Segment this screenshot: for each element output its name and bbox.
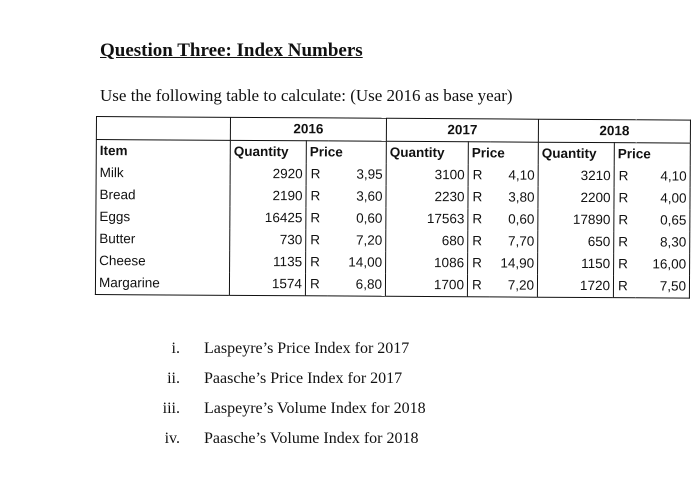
item-name: Cheese [96, 250, 230, 273]
quantity-2018: 3210 [538, 165, 614, 187]
quantity-2017: 2230 [386, 186, 468, 209]
currency-symbol: R [472, 167, 483, 183]
price-2016: 7,20 [328, 229, 386, 251]
quantity-header-2016: Quantity [230, 140, 306, 163]
quantity-2016: 1135 [230, 251, 306, 273]
item-name: Eggs [96, 206, 230, 229]
item-name: Milk [96, 162, 230, 185]
price-header-2018: Price [617, 146, 651, 162]
currency-symbol: R [618, 190, 629, 206]
currency-symbol: R [310, 210, 321, 226]
currency-symbol: R [472, 189, 483, 205]
currency-symbol: R [617, 278, 628, 294]
page-title: Question Three: Index Numbers [100, 40, 363, 61]
question-text: Paasche’s Price Index for 2017 [204, 370, 403, 387]
quantity-2017: 17563 [386, 208, 468, 231]
currency-symbol: R [618, 168, 629, 184]
price-header-2016: Price [306, 141, 386, 164]
question-number: iii. [162, 400, 180, 417]
quantity-2018: 1150 [538, 253, 614, 275]
question-text: Paasche’s Volume Index for 2018 [204, 430, 419, 447]
price-2017: 0,60 [490, 208, 538, 230]
currency-symbol: R [309, 276, 320, 292]
currency-symbol: R [310, 188, 321, 204]
year-header-2016: 2016 [230, 117, 386, 141]
quantity-2017: 1086 [386, 252, 468, 275]
currency-symbol: R [310, 166, 321, 182]
price-2017: 14,90 [490, 252, 538, 274]
price-2016: 0,60 [328, 207, 386, 229]
price-2017: 7,70 [490, 230, 538, 252]
price-2018: 7,50 [659, 278, 687, 294]
quantity-2016: 2190 [230, 185, 306, 207]
item-header-spacer [96, 117, 230, 141]
quantity-2016: 730 [230, 229, 306, 251]
item-name: Margarine [95, 272, 229, 295]
quantity-2016: 2920 [230, 163, 306, 185]
quantity-2018: 650 [538, 231, 614, 253]
question-text: Laspeyre’s Volume Index for 2018 [204, 400, 426, 417]
quantity-2018: 1720 [537, 275, 613, 298]
quantity-header-2018: Quantity [538, 142, 614, 165]
question-number: iv. [164, 430, 180, 447]
price-2018: 0,65 [660, 212, 687, 228]
price-2017: 3,80 [490, 186, 538, 208]
question-text: Laspeyre’s Price Index for 2017 [204, 340, 410, 357]
year-header-2017: 2017 [386, 118, 538, 142]
price-2016: 6,80 [327, 273, 385, 296]
currency-symbol: R [310, 232, 321, 248]
currency-symbol: R [472, 211, 483, 227]
quantity-2017: 1700 [385, 274, 467, 297]
table-body [95, 162, 690, 298]
currency-symbol: R [472, 255, 482, 271]
table-row [95, 272, 689, 298]
price-2018: 8,30 [659, 234, 687, 250]
quantity-2016: 1574 [229, 273, 305, 296]
currency-symbol: R [618, 212, 629, 228]
price-2016: 3,60 [328, 185, 386, 207]
quantity-2016: 16425 [230, 207, 306, 229]
question-number: i. [171, 340, 180, 357]
item-name: Butter [96, 228, 230, 251]
price-2016: 3,95 [328, 163, 386, 185]
price-2018: 4,10 [660, 168, 687, 184]
item-name: Bread [96, 184, 230, 207]
price-header-2017: Price [468, 142, 538, 165]
intro-text: Use the following table to calculate: (Use 2016 as base year) [100, 86, 513, 105]
quantity-header-2017: Quantity [386, 141, 468, 164]
price-2018: 4,00 [660, 190, 687, 206]
price-2016: 14,00 [328, 251, 386, 273]
year-header-2018: 2018 [538, 119, 690, 143]
question-number: ii. [167, 370, 180, 387]
currency-symbol: R [471, 277, 482, 293]
item-column-header: Item [96, 140, 230, 163]
currency-symbol: R [310, 254, 320, 270]
quantity-2018: 17890 [538, 209, 614, 231]
quantity-2018: 2200 [538, 187, 614, 209]
price-2018: 16,00 [652, 256, 687, 272]
price-2017: 7,20 [489, 274, 537, 297]
currency-symbol: R [618, 256, 628, 272]
currency-symbol: R [472, 233, 483, 249]
index-data-table [95, 116, 691, 299]
price-2017: 4,10 [490, 164, 538, 186]
currency-symbol: R [618, 234, 629, 250]
quantity-2017: 680 [386, 230, 468, 253]
quantity-2017: 3100 [386, 164, 468, 187]
